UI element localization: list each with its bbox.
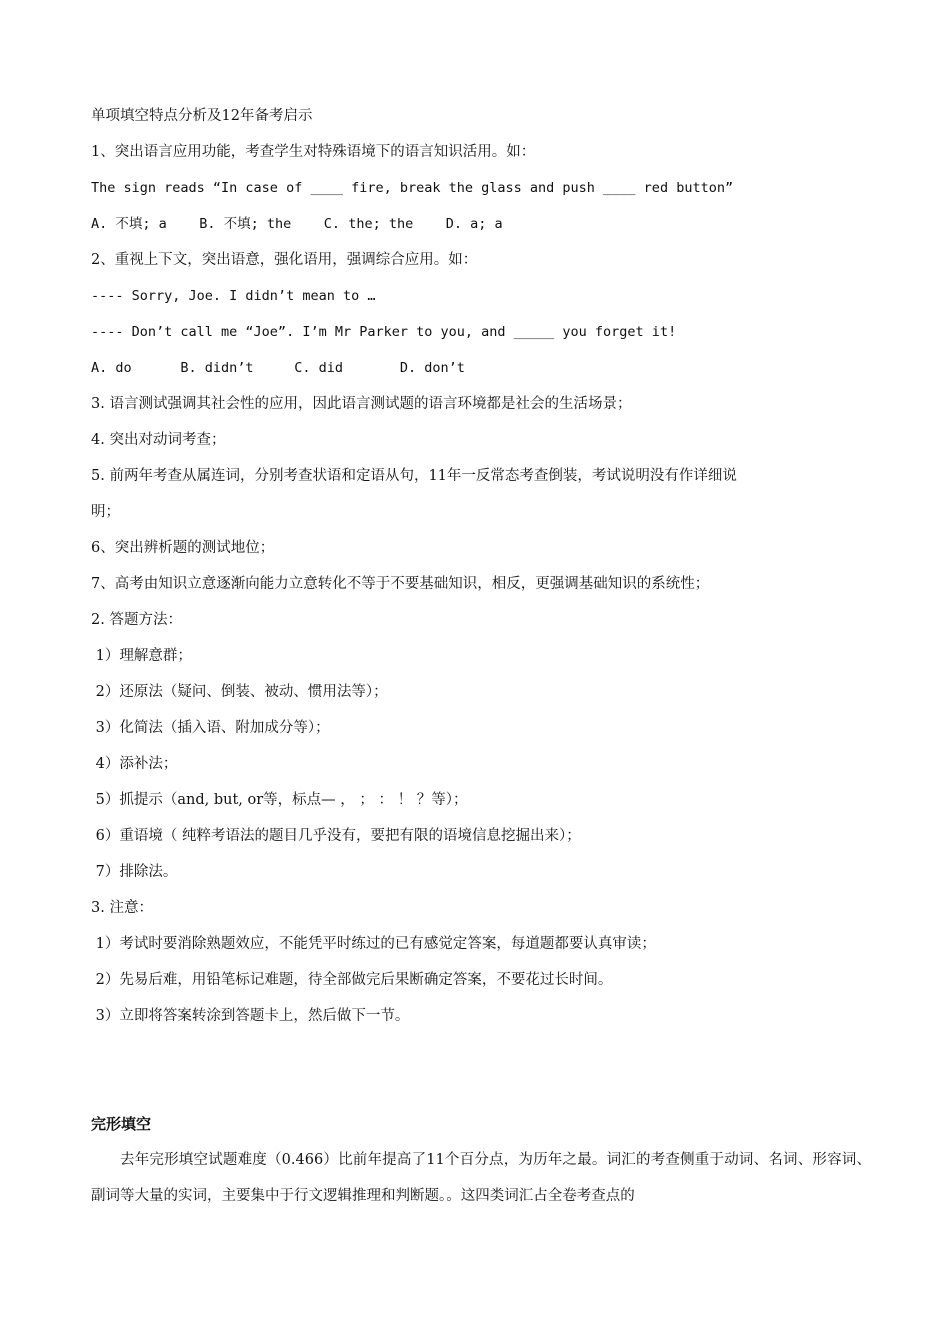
section-spacer	[91, 1034, 871, 1106]
methods-heading: 2. 答题方法：	[91, 612, 182, 628]
point-4: 4. 突出对动词考查；	[91, 432, 226, 448]
example-2-dialog-1: ---- Sorry, Joe. I didn’t mean to …	[91, 288, 376, 304]
point-5-continued: 明；	[91, 504, 120, 520]
cloze-paragraph: 去年完形填空试题难度（0.466）比前年提高了11个百分点，为历年之最。词汇的考查侧重于动词、名词、形容词、副词等大量的实词，主要集中于行文逻辑推理和判断题。。这四类词汇占全卷考查点的	[91, 1152, 871, 1204]
method-1: 1）理解意群；	[91, 648, 192, 664]
point-1: 1、突出语言应用功能，考查学生对特殊语境下的语言知识活用。如：	[91, 144, 536, 160]
section-title: 单项填空特点分析及12年备考启示	[91, 108, 313, 124]
method-2: 2）还原法（疑问、倒装、被动、惯用法等）；	[91, 684, 388, 700]
note-1: 1）考试时要消除熟题效应，不能凭平时练过的已有感觉定答案，每道题都要认真审读；	[91, 936, 656, 952]
notes-heading: 3. 注意：	[91, 900, 153, 916]
document-page	[91, 98, 871, 1214]
method-4: 4）添补法；	[91, 756, 178, 772]
example-2-options: A. do B. didn’t C. did D. don’t	[91, 360, 465, 376]
point-3: 3. 语言测试强调其社会性的应用，因此语言测试题的语言环境都是社会的生活场景；	[91, 396, 632, 412]
example-1-options: A. 不填; a B. 不填; the C. the; the D. a; a	[91, 216, 503, 232]
note-2: 2）先易后难，用铅笔标记难题，待全部做完后果断确定答案，不要花过长时间。	[91, 972, 613, 988]
point-5: 5. 前两年考查从属连词，分别考查状语和定语从句，11年一反常态考查倒装，考试说明没有作详细说	[91, 468, 737, 484]
point-2: 2、重视上下文，突出语意，强化语用，强调综合应用。如：	[91, 252, 478, 268]
method-3: 3）化简法（插入语、附加成分等）；	[91, 720, 330, 736]
example-1-question: The sign reads “In case of ____ fire, break the glass and push ____ red button”	[91, 180, 734, 196]
point-7: 7、高考由知识立意逐渐向能力立意转化不等于不要基础知识，相反，更强调基础知识的系统性；	[91, 576, 710, 592]
point-6: 6、突出辨析题的测试地位；	[91, 540, 275, 556]
note-3: 3）立即将答案转涂到答题卡上，然后做下一节。	[91, 1008, 410, 1024]
method-5: 5）抓提示（and, but, or等，标点— ， ； ： ！ ？等）；	[91, 792, 468, 808]
cloze-heading: 完形填空	[91, 1115, 152, 1133]
method-6: 6）重语境（ 纯粹考语法的题目几乎没有，要把有限的语境信息挖掘出来）；	[91, 828, 581, 844]
method-7: 7）排除法。	[91, 864, 178, 880]
example-2-dialog-2: ---- Don’t call me “Joe”. I’m Mr Parker to you, and _____ you forget it!	[91, 324, 677, 340]
